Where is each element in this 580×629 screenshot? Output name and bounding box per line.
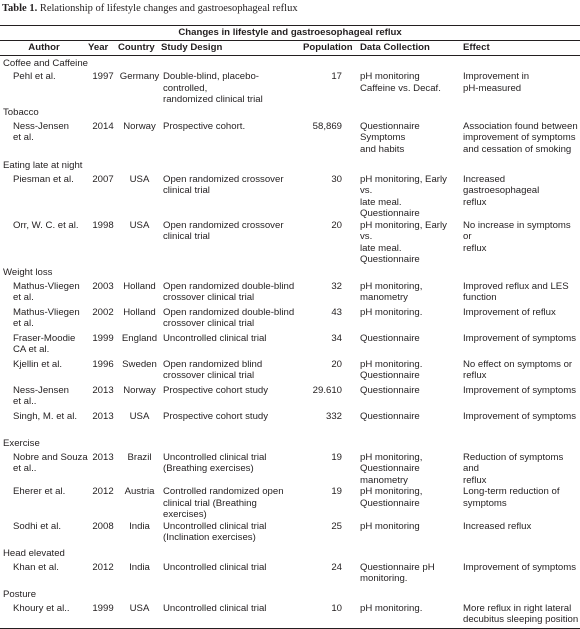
cell-author — [0, 121, 88, 159]
cell-population: 332 — [325, 410, 342, 422]
cell-data-collection — [354, 562, 458, 588]
cell-data-collection-line: Questionnaire — [360, 370, 420, 381]
cell-effect — [458, 71, 580, 106]
cell-effect-line: Reduction of symptoms and — [463, 451, 564, 474]
cell-author-line: Piesman et al. — [13, 173, 74, 185]
cell-author-line: et al.. — [13, 463, 37, 474]
cell-country: Norway — [123, 120, 156, 132]
cell-study-design — [161, 307, 303, 333]
cell-population: 30 — [331, 173, 342, 185]
cell-author-line: Nobre and Souza — [13, 451, 88, 463]
group-label: Head elevated — [3, 548, 65, 560]
cell-author-line: Fraser-Moodie — [13, 332, 76, 344]
group-label: Exercise — [3, 438, 40, 450]
cell-effect-line: reflux — [463, 242, 487, 254]
cell-study-design — [161, 521, 303, 547]
caption-text: Relationship of lifestyle changes and gastroesophageal reflux — [39, 3, 298, 14]
cell-population: 20 — [331, 358, 342, 370]
cell-effect — [458, 562, 580, 588]
cell-author-line: Mathus-Vliegen — [13, 280, 80, 292]
cell-population: 20 — [331, 219, 342, 231]
cell-effect-line: reflux — [463, 196, 487, 208]
group-header-row — [0, 56, 580, 72]
cell-author — [0, 281, 88, 307]
cell-data-collection-line: monitoring. — [360, 573, 408, 584]
table-row — [0, 359, 580, 385]
cell-author — [0, 220, 88, 266]
cell-study-design-line: (Inclination exercises) — [163, 532, 256, 543]
cell-study-design-line: Controlled randomized open — [163, 486, 284, 497]
cell-study-design-line: (Breathing exercises) — [163, 463, 254, 474]
table-row — [0, 333, 580, 359]
group-header-row — [0, 159, 580, 174]
cell-author-line: Mathus-Vliegen — [13, 306, 80, 318]
cell-study-design — [161, 385, 303, 411]
cell-author-line: Ness-Jensen — [13, 384, 69, 396]
cell-year: 2012 — [92, 561, 114, 573]
cell-effect — [458, 281, 580, 307]
cell-effect-line: Increased reflux — [463, 520, 532, 532]
table-caption — [2, 3, 298, 14]
cell-author — [0, 411, 88, 437]
cell-year: 1997 — [92, 71, 114, 82]
cell-year: 2007 — [92, 173, 114, 185]
cell-effect-line: Improvement in — [463, 71, 530, 82]
cell-population: 43 — [331, 306, 342, 318]
cell-effect-line: Improvement of symptoms — [463, 332, 577, 344]
cell-data-collection — [354, 121, 458, 159]
cell-data-collection-line: Questionnaire Symptoms — [360, 120, 420, 143]
cell-study-design — [161, 333, 303, 359]
cell-study-design-line: clinical trial (Breathing exercises) — [163, 497, 257, 520]
cell-data-collection-line: Questionnaire — [360, 410, 420, 422]
cell-data-collection-line: pH monitoring, Early vs. — [360, 219, 447, 242]
cell-data-collection-line: Questionnaire — [360, 384, 420, 396]
cell-study-design-line: crossover clinical trial — [163, 292, 255, 303]
cell-data-collection-line: Questionnaire — [360, 332, 420, 344]
cell-population: 32 — [331, 280, 342, 292]
cell-data-collection — [354, 359, 458, 385]
cell-data-collection — [354, 521, 458, 547]
cell-country: Germany — [119, 71, 160, 82]
cell-data-collection — [354, 411, 458, 437]
cell-effect-line: Improvement of symptoms — [463, 410, 577, 422]
cell-country: Austria — [124, 486, 155, 497]
cell-country: Norway — [123, 384, 156, 396]
cell-author — [0, 359, 88, 385]
cell-country: USA — [118, 603, 161, 629]
cell-study-design — [161, 562, 303, 588]
table-super-header: Changes in lifestyle and gastroesophageal reflux — [0, 26, 580, 41]
cell-effect-line: function — [463, 292, 497, 303]
cell-data-collection-line: Caffeine vs. Decaf. — [360, 82, 441, 94]
cell-year: 2013 — [92, 410, 114, 422]
table-row — [0, 121, 580, 159]
cell-author-line: et al. — [13, 318, 34, 329]
cell-effect-line: No increase in symptoms or — [463, 219, 571, 242]
cell-country: USA — [129, 219, 150, 231]
cell-author-line: CA et al. — [13, 344, 50, 355]
cell-author — [0, 174, 88, 220]
table-header-row — [0, 41, 580, 56]
cell-study-design — [161, 220, 303, 266]
cell-year: 2013 — [92, 451, 114, 463]
cell-effect — [458, 411, 580, 437]
cell-effect-line: reflux — [463, 370, 487, 381]
group-header-row — [0, 547, 580, 562]
cell-author — [0, 71, 88, 106]
cell-data-collection-line: pH monitoring. — [360, 602, 423, 614]
cell-author-line: Orr, W. C. et al. — [13, 219, 79, 231]
group-header-row — [0, 106, 580, 121]
cell-study-design — [161, 71, 303, 106]
table-row — [0, 307, 580, 333]
cell-study-design-line: Open randomized double-blind — [163, 280, 295, 292]
cell-data-collection — [354, 603, 458, 629]
cell-study-design — [161, 121, 303, 159]
cell-country: Holland — [123, 306, 156, 318]
cell-population: 19 — [331, 486, 342, 497]
cell-data-collection — [354, 281, 458, 307]
cell-data-collection-line: Questionnaire manometry — [360, 463, 420, 486]
group-label: Tobacco — [3, 107, 39, 119]
cell-data-collection-line: pH monitoring — [360, 71, 420, 82]
cell-effect-line: symptoms — [463, 497, 507, 509]
table-row — [0, 521, 580, 547]
cell-effect-line: Increased gastroesophageal — [463, 173, 540, 196]
cell-population: 25 — [331, 520, 342, 532]
cell-author-line: Eherer et al. — [13, 486, 66, 497]
cell-effect — [458, 333, 580, 359]
cell-author — [0, 385, 88, 411]
cell-author — [0, 603, 88, 629]
cell-effect — [458, 603, 580, 629]
cell-year: 2014 — [92, 120, 114, 132]
cell-data-collection — [354, 385, 458, 411]
cell-country: India — [129, 561, 150, 573]
cell-author — [0, 521, 88, 547]
table-row — [0, 281, 580, 307]
table-row — [0, 385, 580, 411]
header-author: Author — [0, 41, 88, 56]
cell-effect-line: improvement of symptoms — [463, 132, 576, 143]
cell-data-collection-line: late meal. Questionnaire — [360, 242, 420, 265]
cell-data-collection-line: Questionnaire pH — [360, 561, 435, 573]
cell-effect — [458, 121, 580, 159]
group-header-row — [0, 588, 580, 603]
cell-author — [0, 486, 88, 521]
cell-effect-line: Improvement of symptoms — [463, 384, 577, 396]
cell-effect-line: pH-measured — [463, 82, 522, 94]
cell-author-line: Singh, M. et al. — [13, 410, 77, 422]
cell-population: 29.610 — [312, 384, 342, 396]
cell-country: India — [129, 520, 150, 532]
cell-population: 17 — [331, 71, 342, 82]
group-label: Posture — [3, 589, 37, 601]
cell-year: 2003 — [92, 280, 114, 292]
cell-population: 24 — [331, 561, 342, 573]
cell-study-design-line: Uncontrolled clinical trial — [163, 520, 267, 532]
cell-author-line: Khan et al. — [13, 561, 59, 573]
caption-label: Table 1. — [2, 3, 38, 14]
cell-author-line: et al. — [13, 132, 34, 143]
cell-study-design-line: Open randomized blind — [163, 358, 263, 370]
table-row — [0, 486, 580, 521]
cell-data-collection-line: pH monitoring, — [360, 451, 423, 463]
group-header-row — [0, 437, 580, 452]
table-row — [0, 220, 580, 266]
cell-study-design-line: randomized clinical trial — [163, 94, 263, 105]
cell-year: 1999 — [92, 332, 114, 344]
group-label: Eating late at night — [3, 160, 83, 172]
cell-study-design — [161, 359, 303, 385]
cell-effect — [458, 359, 580, 385]
cell-effect-line: More reflux in right lateral — [463, 602, 572, 614]
cell-author — [0, 333, 88, 359]
cell-data-collection-line: pH monitoring — [360, 520, 420, 532]
cell-study-design — [161, 411, 303, 437]
cell-data-collection — [354, 486, 458, 521]
cell-effect-line: decubitus sleeping position — [463, 614, 579, 625]
cell-data-collection-line: manometry — [360, 292, 408, 303]
cell-effect-line: No effect on symptoms or — [463, 358, 573, 370]
header-country: Country — [118, 41, 161, 56]
cell-country: Brazil — [127, 451, 152, 463]
cell-study-design-line: Prospective cohort. — [163, 120, 246, 132]
cell-author-line: et al.. — [13, 396, 37, 407]
cell-country: Sweden — [122, 358, 157, 370]
cell-study-design — [161, 452, 303, 487]
header-data-collection: Data Collection — [354, 41, 458, 56]
cell-year: 2013 — [92, 384, 114, 396]
table-body — [0, 56, 580, 629]
group-label: Coffee and Caffeine — [3, 57, 88, 69]
cell-study-design-line: clinical trial — [163, 185, 210, 196]
cell-study-design-line: Double-blind, placebo-controlled, — [163, 71, 259, 94]
cell-effect — [458, 452, 580, 487]
table-row — [0, 411, 580, 437]
cell-country: England — [121, 332, 158, 344]
cell-author-line: Ness-Jensen — [13, 120, 69, 132]
cell-data-collection-line: pH monitoring. — [360, 358, 423, 370]
cell-data-collection — [354, 71, 458, 106]
cell-population: 10 — [303, 603, 354, 629]
cell-study-design-line: Uncontrolled clinical trial — [163, 451, 267, 463]
cell-study-design-line: Uncontrolled clinical trial — [163, 602, 267, 614]
group-header-row — [0, 266, 580, 281]
lifestyle-reflux-table — [0, 25, 580, 629]
cell-country: USA — [129, 173, 150, 185]
cell-study-design-line: clinical trial — [163, 231, 210, 242]
cell-country: Holland — [123, 280, 156, 292]
cell-study-design-line: Prospective cohort study — [163, 384, 269, 396]
cell-author — [0, 307, 88, 333]
cell-data-collection-line: pH monitoring, — [360, 486, 423, 497]
cell-population: 19 — [331, 451, 342, 463]
cell-author-line: Khoury et al.. — [13, 602, 70, 614]
cell-year: 2008 — [92, 520, 114, 532]
cell-effect — [458, 220, 580, 266]
cell-year: 1999 — [88, 603, 118, 629]
cell-study-design-line: Open randomized double-blind — [163, 306, 295, 318]
cell-data-collection-line: pH monitoring, Early vs. — [360, 173, 447, 196]
header-year: Year — [88, 41, 118, 56]
cell-study-design-line: crossover clinical trial — [163, 318, 255, 329]
table-row — [0, 174, 580, 220]
cell-author-line: Sodhi et al. — [13, 520, 62, 532]
cell-population: 34 — [331, 332, 342, 344]
cell-year: 2012 — [92, 486, 114, 497]
cell-effect-line: Improvement of symptoms — [463, 561, 577, 573]
cell-study-design — [161, 281, 303, 307]
cell-year: 2002 — [92, 306, 114, 318]
cell-study-design — [161, 603, 303, 629]
cell-effect-line: Long-term reduction of — [463, 486, 560, 497]
cell-study-design-line: Open randomized crossover — [163, 219, 284, 231]
cell-data-collection — [354, 220, 458, 266]
cell-effect-line: reflux — [463, 474, 487, 486]
header-population: Population — [303, 41, 354, 56]
cell-effect — [458, 385, 580, 411]
cell-data-collection — [354, 307, 458, 333]
cell-effect — [458, 521, 580, 547]
cell-effect — [458, 307, 580, 333]
cell-data-collection-line: pH monitoring, — [360, 280, 423, 292]
table-row — [0, 452, 580, 487]
cell-study-design-line: Open randomized crossover — [163, 173, 284, 185]
cell-author-line: Kjellin et al. — [13, 358, 63, 370]
cell-effect-line: Improved reflux and LES — [463, 280, 569, 292]
cell-effect-line: Improvement of reflux — [463, 306, 556, 318]
cell-population: 58,869 — [312, 120, 342, 132]
header-study-design: Study Design — [161, 41, 303, 56]
cell-author — [0, 562, 88, 588]
cell-study-design-line: Prospective cohort study — [163, 410, 269, 422]
cell-study-design — [161, 174, 303, 220]
cell-effect-line: Association found between — [463, 120, 578, 132]
cell-study-design-line: Uncontrolled clinical trial — [163, 561, 267, 573]
header-effect: Effect — [458, 41, 580, 56]
cell-data-collection — [354, 174, 458, 220]
cell-author — [0, 452, 88, 487]
cell-year: 1998 — [92, 219, 114, 231]
table-row — [0, 71, 580, 106]
cell-country: USA — [129, 410, 150, 422]
cell-data-collection — [354, 333, 458, 359]
cell-study-design-line: crossover clinical trial — [163, 370, 255, 381]
cell-study-design — [161, 486, 303, 521]
cell-study-design-line: Uncontrolled clinical trial — [163, 332, 267, 344]
cell-data-collection-line: Questionnaire — [360, 497, 420, 509]
cell-author-line: Pehl et al. — [13, 71, 56, 82]
cell-data-collection-line: pH monitoring. — [360, 306, 423, 318]
cell-effect-line: and cessation of smoking — [463, 143, 572, 155]
cell-author-line: et al. — [13, 292, 34, 303]
cell-data-collection-line: and habits — [360, 143, 405, 155]
cell-data-collection — [354, 452, 458, 487]
table-row — [0, 562, 580, 588]
cell-effect — [458, 486, 580, 521]
group-label: Weight loss — [3, 267, 53, 279]
cell-effect — [458, 174, 580, 220]
cell-year: 1996 — [92, 358, 114, 370]
table-row — [0, 603, 580, 629]
cell-data-collection-line: late meal. Questionnaire — [360, 196, 420, 219]
